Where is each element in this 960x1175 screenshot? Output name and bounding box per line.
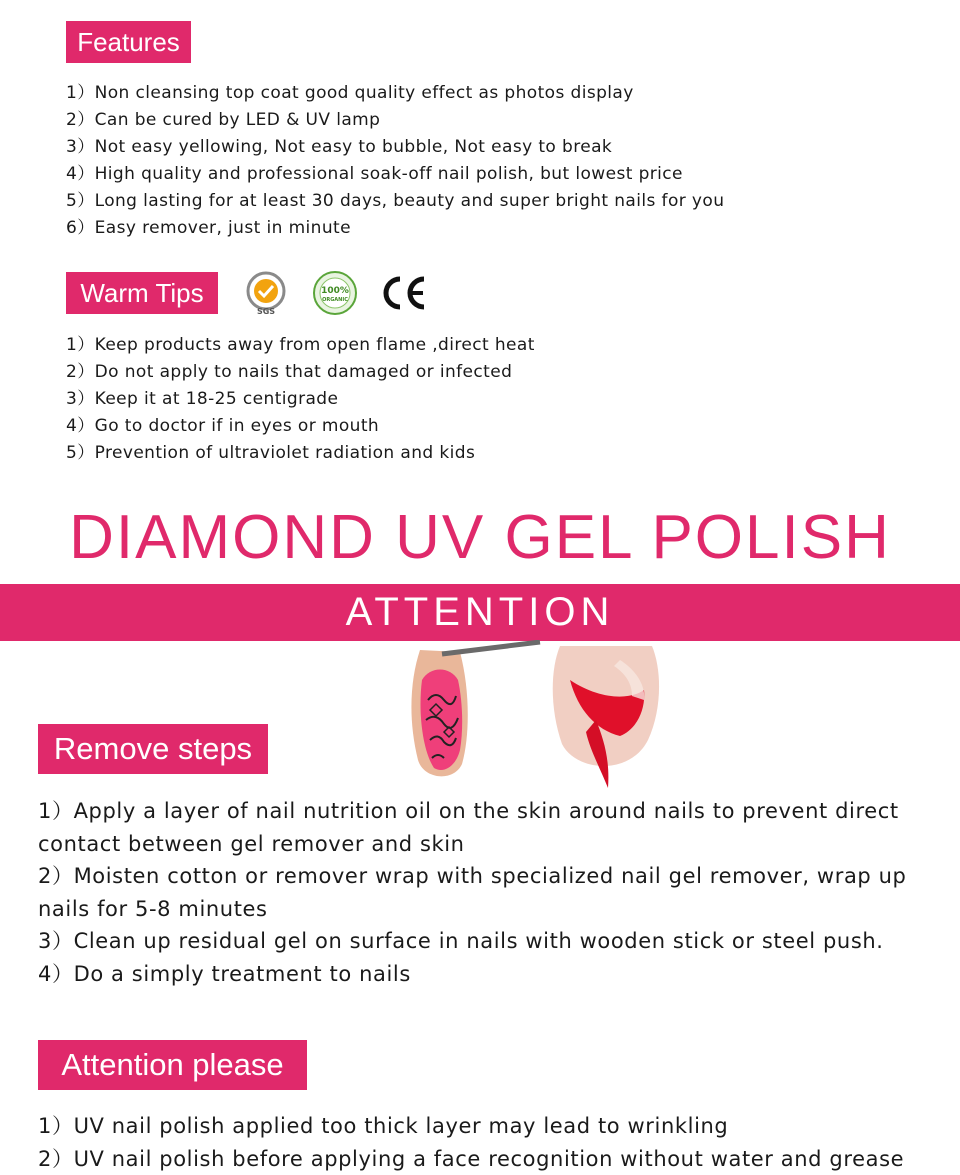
item-text: Keep products away from open flame ,direct heat (94, 335, 535, 355)
item-text: UV nail polish applied too thick layer may lead to wrinkling (73, 1114, 729, 1138)
item-number: 2） (66, 362, 95, 382)
item-number: 2） (38, 1146, 74, 1171)
attention-please-list (38, 1110, 918, 1175)
list-item (66, 161, 724, 188)
item-number: 1） (38, 799, 74, 823)
item-text: Go to doctor if in eyes or mouth (94, 416, 380, 436)
item-number: 1） (66, 83, 95, 103)
item-number: 1） (38, 1114, 74, 1138)
certification-badges (242, 268, 430, 318)
item-text: Can be cured by LED & UV lamp (94, 110, 381, 130)
item-text: Do a simply treatment to nails (73, 961, 411, 986)
attention-please-heading: Attention please (38, 1040, 307, 1090)
item-number: 4） (66, 416, 95, 436)
item-text: Not easy yellowing, Not easy to bubble, Not easy to break (94, 137, 613, 157)
list-item (66, 386, 535, 413)
nail-removal-photo (400, 640, 680, 790)
list-item (66, 215, 724, 242)
list-item (38, 958, 918, 991)
features-heading: Features (66, 21, 191, 63)
list-item (66, 107, 724, 134)
item-number: 1） (66, 335, 95, 355)
list-item (66, 80, 724, 107)
list-item (66, 440, 535, 467)
list-item (38, 925, 918, 958)
item-text: Do not apply to nails that damaged or infected (94, 362, 513, 382)
item-text: Apply a layer of nail nutrition oil on the skin around nails to prevent direct contact between gel remover and skin (38, 799, 899, 856)
item-text: Prevention of ultraviolet radiation and kids (94, 443, 476, 463)
list-item (38, 1143, 918, 1175)
item-text: UV nail polish before applying a face recognition without water and grease (73, 1146, 905, 1171)
svg-text:100%: 100% (321, 286, 349, 296)
ce-mark-icon (378, 273, 430, 313)
svg-text:SGS: SGS (256, 307, 276, 316)
item-text: Moisten cotton or remover wrap with specialized nail gel remover, wrap up nails for 5-8 minutes (38, 864, 907, 921)
list-item (66, 188, 724, 215)
list-item (38, 860, 918, 925)
warm-tips-heading: Warm Tips (66, 272, 218, 314)
item-text: Non cleansing top coat good quality effect as photos display (94, 83, 634, 103)
item-text: High quality and professional soak-off nail polish, but lowest price (94, 164, 683, 184)
item-number: 4） (38, 961, 74, 986)
item-text: Clean up residual gel on surface in nails with wooden stick or steel push. (73, 929, 884, 953)
list-item (66, 134, 724, 161)
organic-badge-icon (312, 270, 358, 316)
item-number: 5） (66, 443, 95, 463)
item-text: Easy remover, just in minute (94, 218, 351, 238)
item-number: 2） (66, 110, 95, 130)
item-number: 2） (38, 864, 74, 888)
list-item (38, 795, 918, 860)
product-title: DIAMOND UV GEL POLISH (69, 503, 891, 572)
item-number: 3） (38, 929, 74, 953)
item-number: 5） (66, 191, 95, 211)
item-text: Keep it at 18-25 centigrade (94, 389, 339, 409)
warm-tips-list (66, 332, 535, 467)
features-list (66, 80, 724, 242)
item-text: Long lasting for at least 30 days, beauty and super bright nails for you (94, 191, 725, 211)
svg-text:ORGANIC: ORGANIC (322, 297, 348, 303)
attention-banner: ATTENTION (0, 584, 960, 641)
list-item (66, 332, 535, 359)
item-number: 6） (66, 218, 95, 238)
item-number: 3） (66, 389, 95, 409)
list-item (66, 413, 535, 440)
list-item (66, 359, 535, 386)
remove-steps-heading: Remove steps (38, 724, 268, 774)
sgs-badge-icon (242, 270, 292, 316)
remove-steps-list (38, 795, 918, 990)
item-number: 3） (66, 137, 95, 157)
list-item (38, 1110, 918, 1143)
item-number: 4） (66, 164, 95, 184)
